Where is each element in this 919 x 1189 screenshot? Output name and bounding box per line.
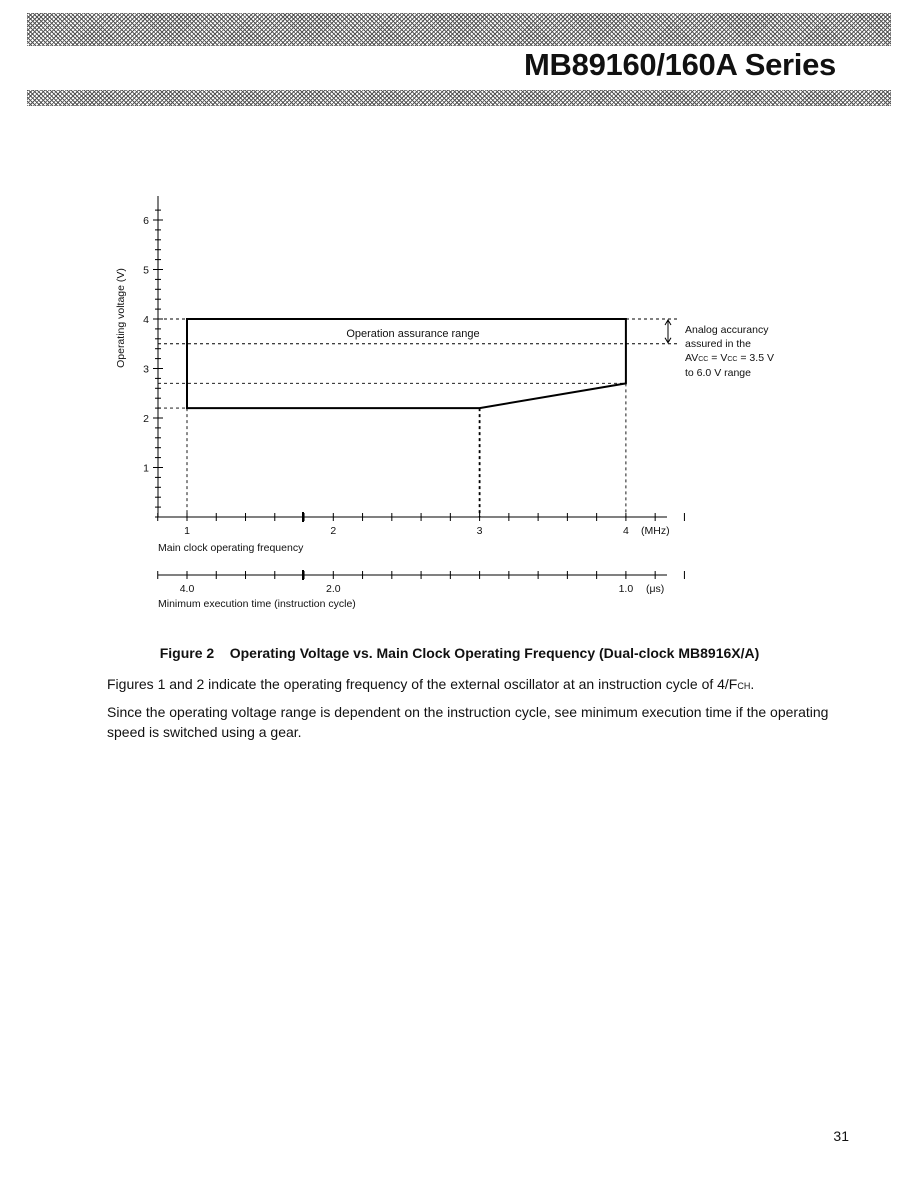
y-tick-label: 4 <box>143 314 149 326</box>
x-tick-label: 1 <box>184 525 190 537</box>
y-tick-label: 5 <box>143 264 149 277</box>
page-number: 31 <box>833 1128 849 1144</box>
x-tick-label: 2 <box>330 525 337 537</box>
y-tick-label: 3 <box>143 363 149 376</box>
x-tick-label: 4 <box>622 525 629 537</box>
x2-axis-label: Minimum execution time (instruction cycle) <box>158 598 356 610</box>
region-label: Operation assurance range <box>346 328 480 340</box>
paragraph-1-end: . <box>750 676 755 692</box>
paragraph-1-text: Figures 1 and 2 indicate the operating frequency of the external oscillator at an instruction cycle of 4/F <box>107 676 738 692</box>
document-title: MB89160/160A Series <box>524 47 836 82</box>
annotation-line-1: Analog accurancy <box>685 324 769 336</box>
annotation-line-2: assured in the <box>685 338 751 350</box>
x-axis-unit: (MHz) <box>641 525 670 537</box>
chart-guide-lines <box>158 319 680 517</box>
paragraph-1 <box>107 674 837 696</box>
annotation-subscript: CC <box>698 356 709 363</box>
x-tick-label: 3 <box>476 525 483 537</box>
y-axis-label: Operating voltage (V) <box>115 268 127 368</box>
paragraph-2: Since the operating voltage range is dependent on the instruction cycle, see minimum execution time if the operating speed is switched using a gear. <box>107 704 829 740</box>
x2-tick-label: 2.0 <box>325 583 341 595</box>
annotation-line-4: to 6.0 V range <box>685 367 751 379</box>
paragraph-1-subscript: CH <box>737 681 751 691</box>
y-tick-label: 6 <box>143 215 149 227</box>
figure-caption: Figure 2 Operating Voltage vs. Main Clock Operating Frequency (Dual-clock MB8916X/A) <box>159 645 760 661</box>
chart-axes <box>153 196 684 580</box>
x2-tick-label: 1.0 <box>618 583 634 595</box>
annotation-line-3 <box>685 352 774 364</box>
x-axis-label: Main clock operating frequency <box>158 542 304 554</box>
annotation-segment: = 3.5 V <box>737 352 774 364</box>
annotation-subscript: CC <box>727 356 738 363</box>
y-tick-label: 1 <box>143 462 149 475</box>
chart-labels <box>115 215 774 610</box>
x2-tick-label: 4.0 <box>179 583 195 595</box>
y-tick-label: 2 <box>143 413 149 425</box>
annotation-segment: = V <box>708 352 728 364</box>
x2-axis-unit: (μs) <box>646 583 665 595</box>
annotation-segment: AV <box>685 352 699 364</box>
